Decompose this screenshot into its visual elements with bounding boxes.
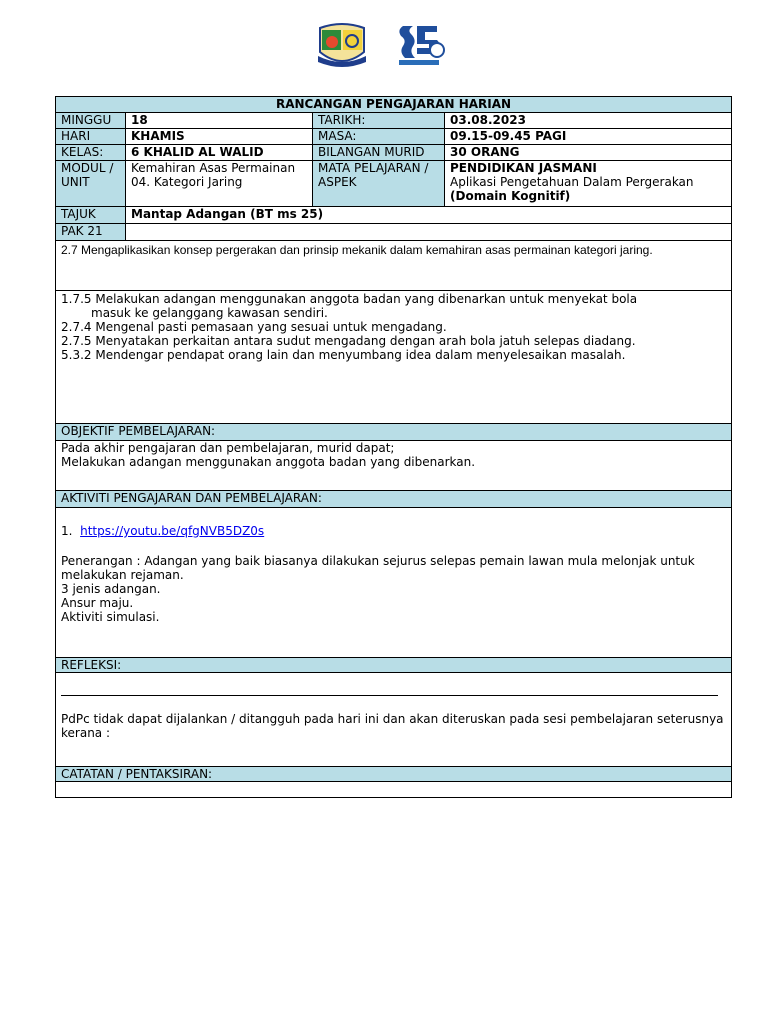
row-objektif — [56, 441, 732, 491]
sp-line-1: 1.7.5 Melakukan adangan menggunakan anggota badan yang dibenarkan untuk menyekat bola — [61, 292, 638, 306]
row-objektif-header — [56, 424, 732, 441]
tarikh-label: TARIKH: — [313, 113, 445, 129]
aktiviti-penerangan: Penerangan : Adangan yang baik biasanya dilakukan sejurus selepas pemain lawan mula melonjak untuk melakukan rejaman. — [61, 554, 695, 582]
kelas-value: 6 KHALID AL WALID — [126, 145, 313, 161]
modul-label-line2: UNIT — [61, 175, 90, 189]
aktiviti-link-item — [61, 524, 726, 538]
bilangan-value: 30 ORANG — [445, 145, 732, 161]
objektif-line-2: Melakukan adangan menggunakan anggota badan yang dibenarkan. — [61, 455, 476, 469]
aktiviti-line-3: Ansur maju. — [61, 596, 134, 610]
aktiviti-number: 1. — [61, 524, 73, 538]
modul-value — [126, 161, 313, 207]
row-standard-pembelajaran — [56, 291, 732, 424]
modul-label-line1: MODUL / — [61, 161, 114, 175]
aktiviti-line-2: 3 jenis adangan. — [61, 582, 161, 596]
row-minggu — [56, 113, 732, 129]
masa-label: MASA: — [313, 129, 445, 145]
mata-pelajaran-label — [313, 161, 445, 207]
plan-title: RANCANGAN PENGAJARAN HARIAN — [56, 97, 732, 113]
tajuk-value: Mantap Adangan (BT ms 25) — [126, 207, 732, 224]
row-aktiviti — [56, 508, 732, 658]
aktiviti-line-4: Aktiviti simulasi. — [61, 610, 160, 624]
hari-value: KHAMIS — [126, 129, 313, 145]
sp-line-2: masuk ke gelanggang kawasan sendiri. — [91, 306, 328, 320]
standard-kandungan: 2.7 Mengaplikasikan konsep pergerakan dan prinsip mekanik dalam kemahiran asas permainan kategori jaring. — [56, 241, 732, 291]
row-kelas — [56, 145, 732, 161]
mata-pelajaran-value — [445, 161, 732, 207]
tarikh-value: 03.08.2023 — [445, 113, 732, 129]
mata-value-aspect: Aplikasi Pengetahuan Dalam Pergerakan — [450, 175, 694, 189]
masa-value: 09.15-09.45 PAGI — [445, 129, 732, 145]
row-standard-kandungan — [56, 241, 732, 291]
tajuk-label: TAJUK — [56, 207, 126, 224]
kelas-label: KELAS: — [56, 145, 126, 161]
row-aktiviti-header — [56, 491, 732, 508]
modul-value-line1: Kemahiran Asas Permainan — [131, 161, 296, 175]
title-row — [56, 97, 732, 113]
sp-line-4: 2.7.5 Menyatakan perkaitan antara sudut mengadang dengan arah bola jatuh selepas diadang. — [61, 334, 636, 348]
minggu-value: 18 — [126, 113, 313, 129]
catatan-body — [56, 782, 732, 798]
school-crest-logo — [314, 22, 370, 68]
minggu-label: MINGGU — [56, 113, 126, 129]
bilangan-label: BILANGAN MURID — [313, 145, 445, 161]
mata-label-line2: ASPEK — [318, 175, 357, 189]
row-refleksi — [56, 673, 732, 767]
row-catatan — [56, 782, 732, 798]
hari-label: HARI — [56, 129, 126, 145]
sp-line-3: 2.7.4 Mengenal pasti pemasaan yang sesuai untuk mengadang. — [61, 320, 447, 334]
mata-value-domain: (Domain Kognitif) — [450, 189, 571, 203]
row-refleksi-header — [56, 658, 732, 673]
mata-value-subject: PENDIDIKAN JASMANI — [450, 161, 597, 175]
objektif-header: OBJEKTIF PEMBELAJARAN: — [56, 424, 732, 441]
pak21-value — [126, 224, 732, 241]
row-tajuk — [56, 207, 732, 224]
objektif-body — [56, 441, 732, 491]
youtube-link[interactable]: https://youtu.be/qfgNVB5DZ0s — [80, 524, 265, 538]
brand-logo — [393, 22, 447, 68]
lesson-plan-table — [55, 96, 732, 798]
row-hari — [56, 129, 732, 145]
sp-line-5: 5.3.2 Mendengar pendapat orang lain dan menyumbang idea dalam menyelesaikan masalah. — [61, 348, 626, 362]
mata-label-line1: MATA PELAJARAN / — [318, 161, 429, 175]
row-catatan-header — [56, 767, 732, 782]
standard-pembelajaran — [56, 291, 732, 424]
catatan-header: CATATAN / PENTAKSIRAN: — [56, 767, 732, 782]
modul-label — [56, 161, 126, 207]
logos — [0, 22, 768, 70]
aktiviti-header: AKTIVITI PENGAJARAN DAN PEMBELAJARAN: — [56, 491, 732, 508]
refleksi-header: REFLEKSI: — [56, 658, 732, 673]
refleksi-body — [56, 673, 732, 767]
row-modul — [56, 161, 732, 207]
refleksi-blank-line — [61, 695, 718, 696]
modul-value-line2: 04. Kategori Jaring — [131, 175, 243, 189]
objektif-line-1: Pada akhir pengajaran dan pembelajaran, murid dapat; — [61, 441, 395, 455]
aktiviti-body — [56, 508, 732, 658]
row-pak21 — [56, 224, 732, 241]
refleksi-text: PdPc tidak dapat dijalankan / ditangguh pada hari ini dan akan diteruskan pada sesi pembelajaran seterusnya kerana : — [61, 712, 724, 740]
pak21-label: PAK 21 — [56, 224, 126, 241]
